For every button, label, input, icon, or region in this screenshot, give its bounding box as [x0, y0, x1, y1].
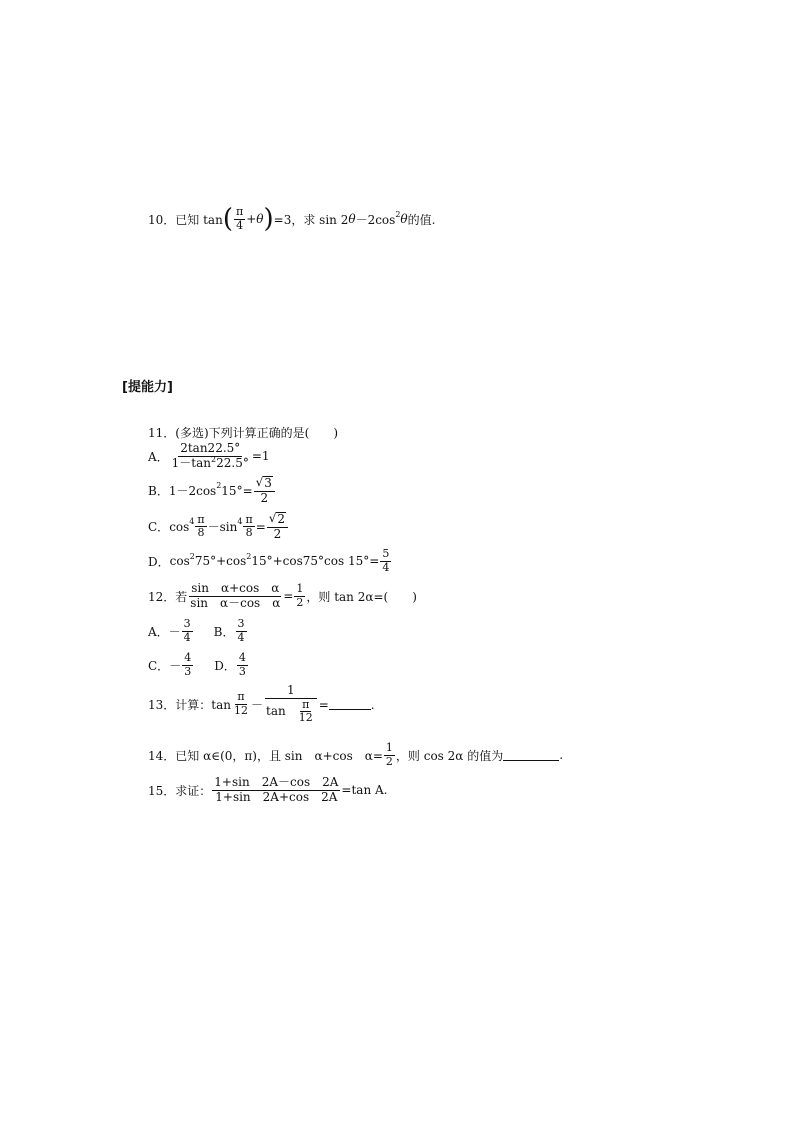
q11-c-fraction-1: $\frac{\pi}{8}$	[197, 512, 205, 540]
q10-prefix: 10．	[148, 212, 176, 227]
q11-option-c: C． cos 4 $\frac{\pi}{8}$ －sin 4 $\frac{\pi}{8}$ = √ 2 2	[148, 512, 289, 542]
q10-fraction: $\frac{\pi}{4}$	[235, 205, 244, 232]
q12-options-cd: C．－ $\frac{4}{3}$ D． $\frac{4}{3}$	[148, 651, 246, 678]
q13-fraction: $\frac{\pi}{12}$	[233, 690, 248, 718]
answer-blank[interactable]	[329, 699, 371, 710]
q11-c-fraction-3: √ 2 2	[267, 512, 288, 542]
q14-fraction: $\frac{1}{2}$	[385, 741, 393, 768]
q12-half: $\frac{1}{2}$	[296, 582, 304, 609]
answer-blank[interactable]	[503, 750, 559, 761]
question-14: 14．已知 α∈(0，π)，且 sin α+cos α= $\frac{1}{2}$ ，则 cos 2α 的值为 .	[148, 741, 564, 768]
sqrt-icon: √ 3	[255, 475, 272, 490]
sqrt-icon: √ 2	[268, 511, 286, 526]
q11-option-d: D． cos 2 75°+cos 2 15°+cos75°cos 15°= $\frac{5}{4}$	[148, 547, 390, 574]
right-paren: )	[263, 204, 274, 235]
q10-pre: 已知 tan	[175, 212, 223, 227]
q11-option-a: A． $\frac{2\tan 22.5^\circ}{1-\tan^222.5^\circ}$ =1	[148, 441, 270, 470]
question-12: 12．若 $\frac{\text{sin α+cos α}}{\text{sin α－cos α}}$ = $\frac{1}{2}$ ，则 tan 2α=( )	[148, 581, 417, 610]
q13-big-fraction: 1 tan $\frac{\pi}{12}$	[264, 684, 318, 725]
question-15: 15．求证： $\frac{1+\sin 2A-\cos 2A}{1+\sin 2A+\cos 2A}$ =tan A.	[148, 775, 388, 804]
left-paren: (	[222, 204, 233, 235]
question-13: 13．计算：tan $\frac{\pi}{12}$ － 1 tan $\frac{\pi}{12}$ = .	[148, 683, 375, 725]
question-10: 10． 已知 tan ( $\frac{\pi}{4}$ + θ ) =3，求 sin 2 θ －2cos 2 θ 的值.	[148, 204, 436, 235]
q11-b-fraction: √ 3 2	[254, 476, 275, 506]
q12-fraction: $\frac{\text{sin α+cos α}}{\text{sin α－cos α}}$	[190, 581, 281, 610]
q15-fraction: $\frac{1+\sin 2A-\cos 2A}{1+\sin 2A+\cos 2A}$	[214, 775, 339, 804]
q12-options-ab: A．－ $\frac{3}{4}$ B． $\frac{3}{4}$	[148, 617, 245, 644]
section-heading: [提能力]	[122, 380, 173, 395]
q11-option-b: B． 1－2cos 2 15°= √ 3 2	[148, 476, 276, 506]
q11-a-fraction: $\frac{2\tan 22.5^\circ}{1-\tan^222.5^\circ}$	[171, 441, 249, 470]
question-11-stem: 11．(多选)下列计算正确的是( )	[148, 426, 338, 440]
q11-d-fraction: $\frac{5}{4}$	[382, 547, 390, 574]
q11-c-fraction-2: $\frac{\pi}{8}$	[245, 512, 253, 540]
